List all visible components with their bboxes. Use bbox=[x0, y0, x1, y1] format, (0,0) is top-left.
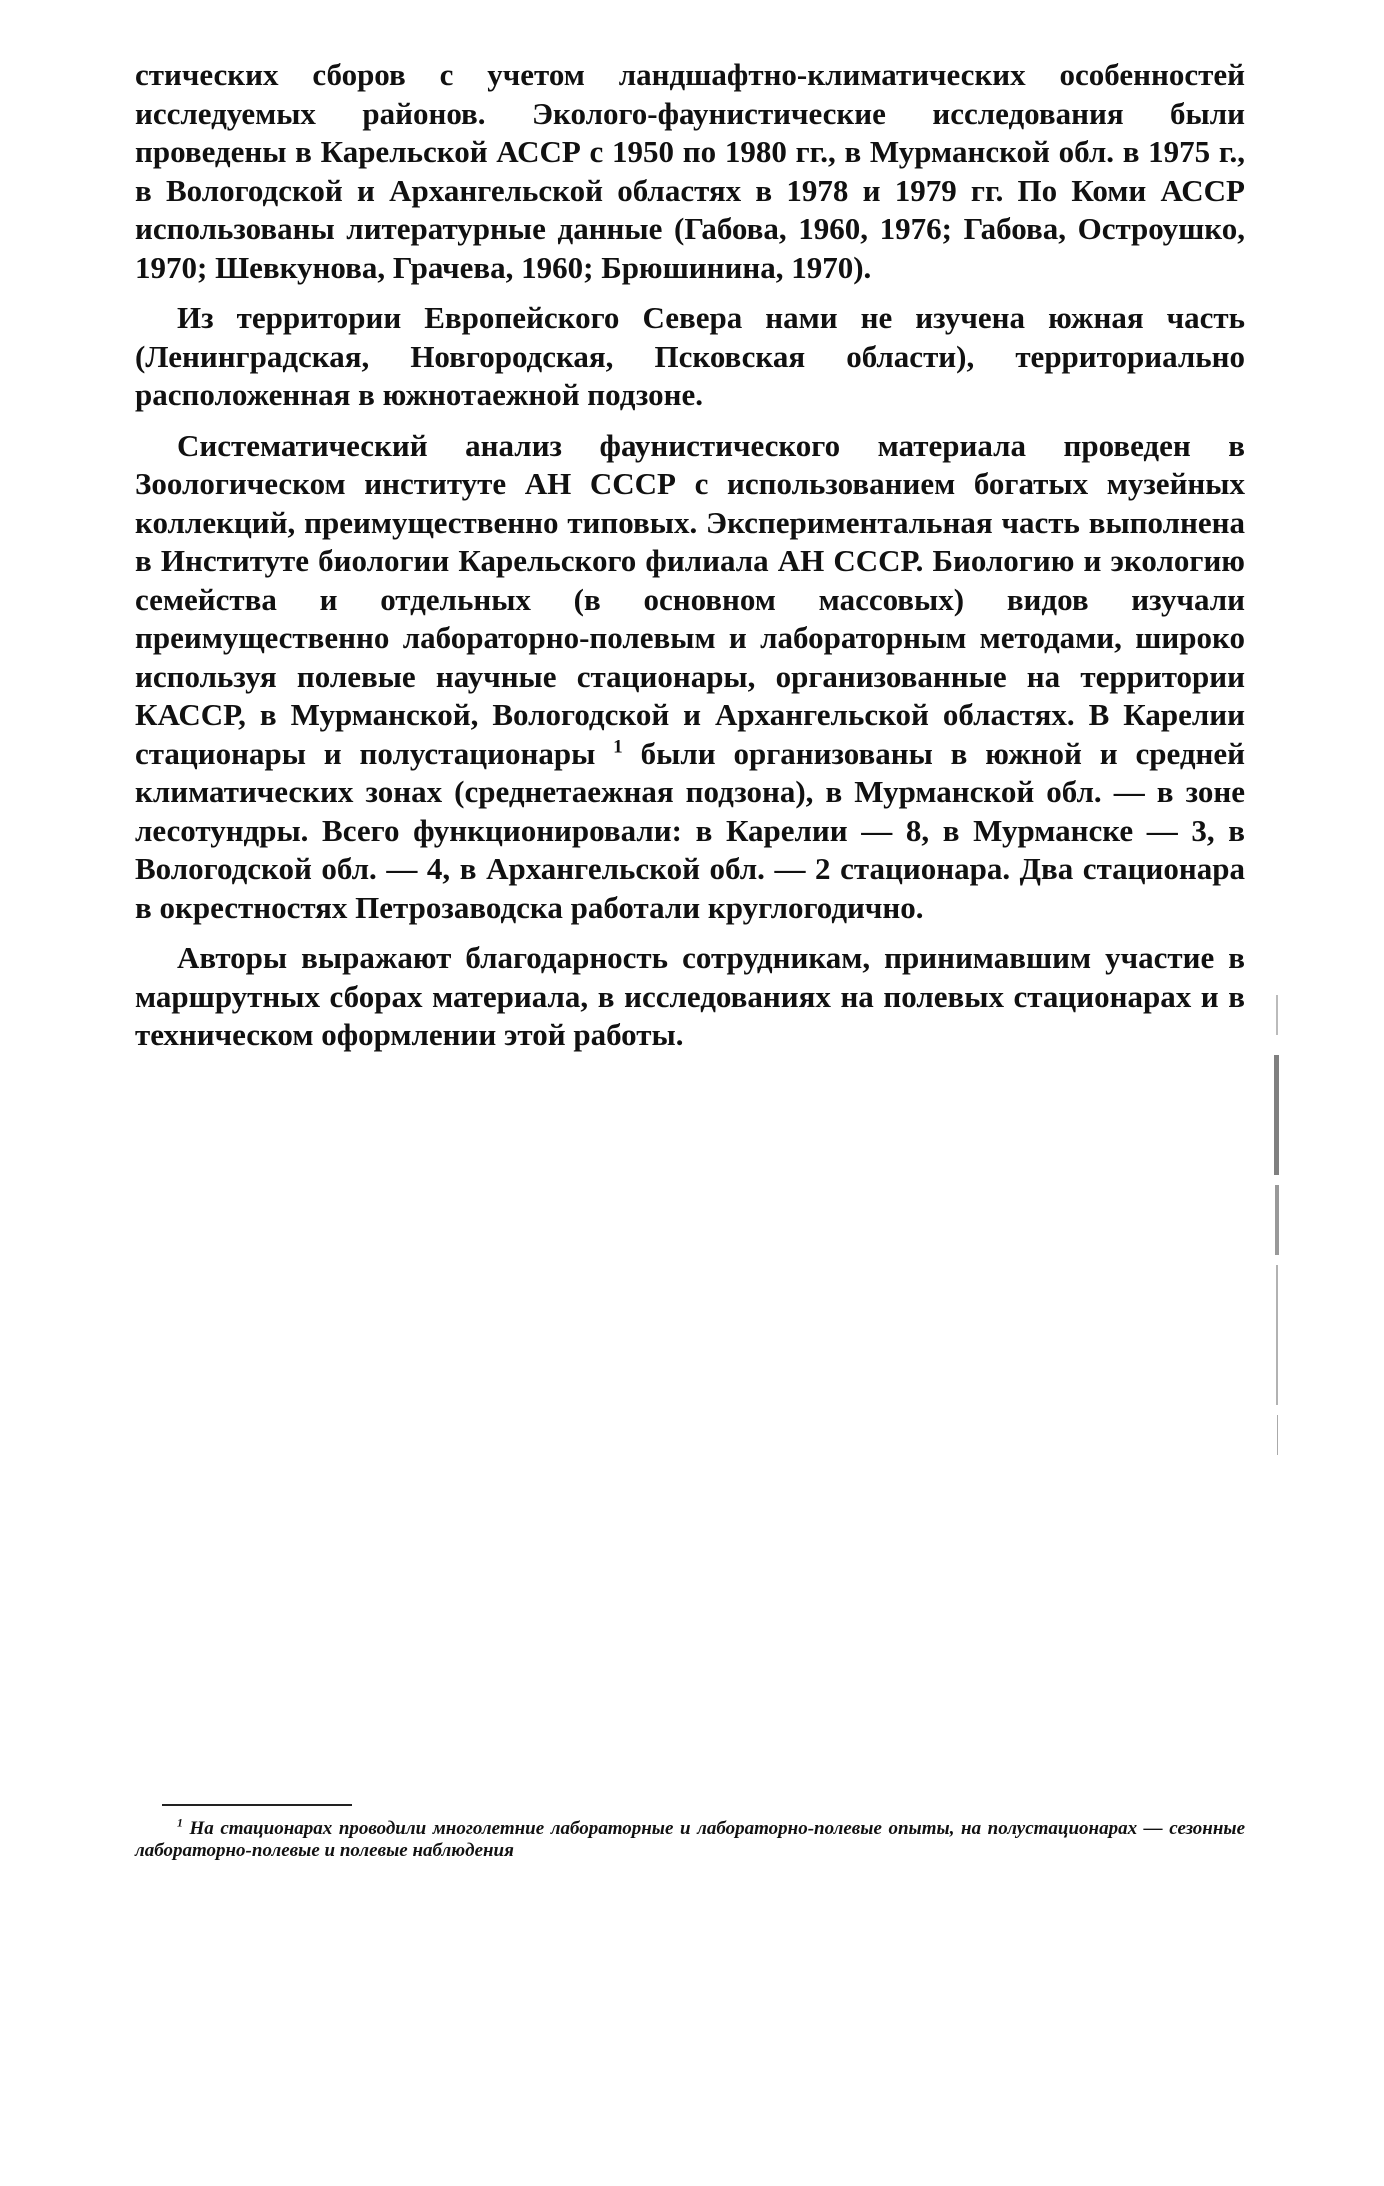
footnote-number: 1 bbox=[177, 1816, 183, 1830]
footnote-reference: 1 bbox=[613, 736, 623, 758]
paragraph-2 bbox=[135, 299, 1245, 415]
scan-artifact-mark bbox=[1262, 995, 1292, 1455]
paragraph-3-text: Систематический анализ фаунистического материала проведен в Зоологическом институте АН СССР с использованием богатых музейных коллекций, преимущественно типовых. Экспериментальная часть выполнена в Институте биологии Карельского филиала АН СССР. Биологию и экологию семейства и отдельных (в основном массовых) видов изучали преимущественно лабораторно-полевым и лабораторным методами, широко используя полевые научные стационары, организованные на территории КАССР, в Мурманской, Вологодской и Архангельской областях. В Карелии стационары и полустационары bbox=[135, 427, 1245, 771]
paragraph-4 bbox=[135, 939, 1245, 1055]
footnote-text: На стационарах проводили многолетние лабораторные и лабораторно-полевые опыты, на полустационарах — сезонные лабораторно-полевые и полевые наблюдения bbox=[135, 1818, 1245, 1861]
paragraph-3-continuation: были организованы в южной и средней климатических зонах (среднетаежная подзона), в Мурманской обл. — в зоне лесотундры. Всего функционировали: в Карелии — 8, в Мурманске — 3, в Вологодской обл. — 4, в Архангельской обл. — 2 стационара. Два стационара в окрестностях Петрозаводска работали круглогодично. bbox=[135, 735, 1246, 925]
document-body bbox=[135, 56, 1245, 1055]
paragraph-3 bbox=[135, 427, 1245, 928]
paragraph-4-text: Авторы выражают благодарность сотрудникам, принимавшим участие в маршрутных сборах материала, в исследованиях на полевых стационарах и в техническом оформлении этой работы. bbox=[135, 940, 1245, 1052]
paragraph-1 bbox=[135, 56, 1245, 287]
paragraph-2-text: Из территории Европейского Севера нами не изучена южная часть (Ленинградская, Новгородская, Псковская области), территориально расположенная в южнотаежной подзоне. bbox=[135, 300, 1245, 412]
paragraph-1-text: стических сборов с учетом ландшафтно-климатических особенностей исследуемых районов. Эколого-фаунистические исследования были проведены в Карельской АССР с 1950 по 1980 гг., в Мурманской обл. в 1975 г., в Вологодской и Архангельской областях в 1978 и 1979 гг. По Коми АССР использованы литературные данные (Габова, 1960, 1976; Габова, Остроушко, 1970; Шевкунова, Грачева, 1960; Брюшинина, 1970). bbox=[135, 57, 1245, 285]
footnote bbox=[135, 1818, 1245, 1862]
footnote-separator bbox=[162, 1804, 352, 1806]
